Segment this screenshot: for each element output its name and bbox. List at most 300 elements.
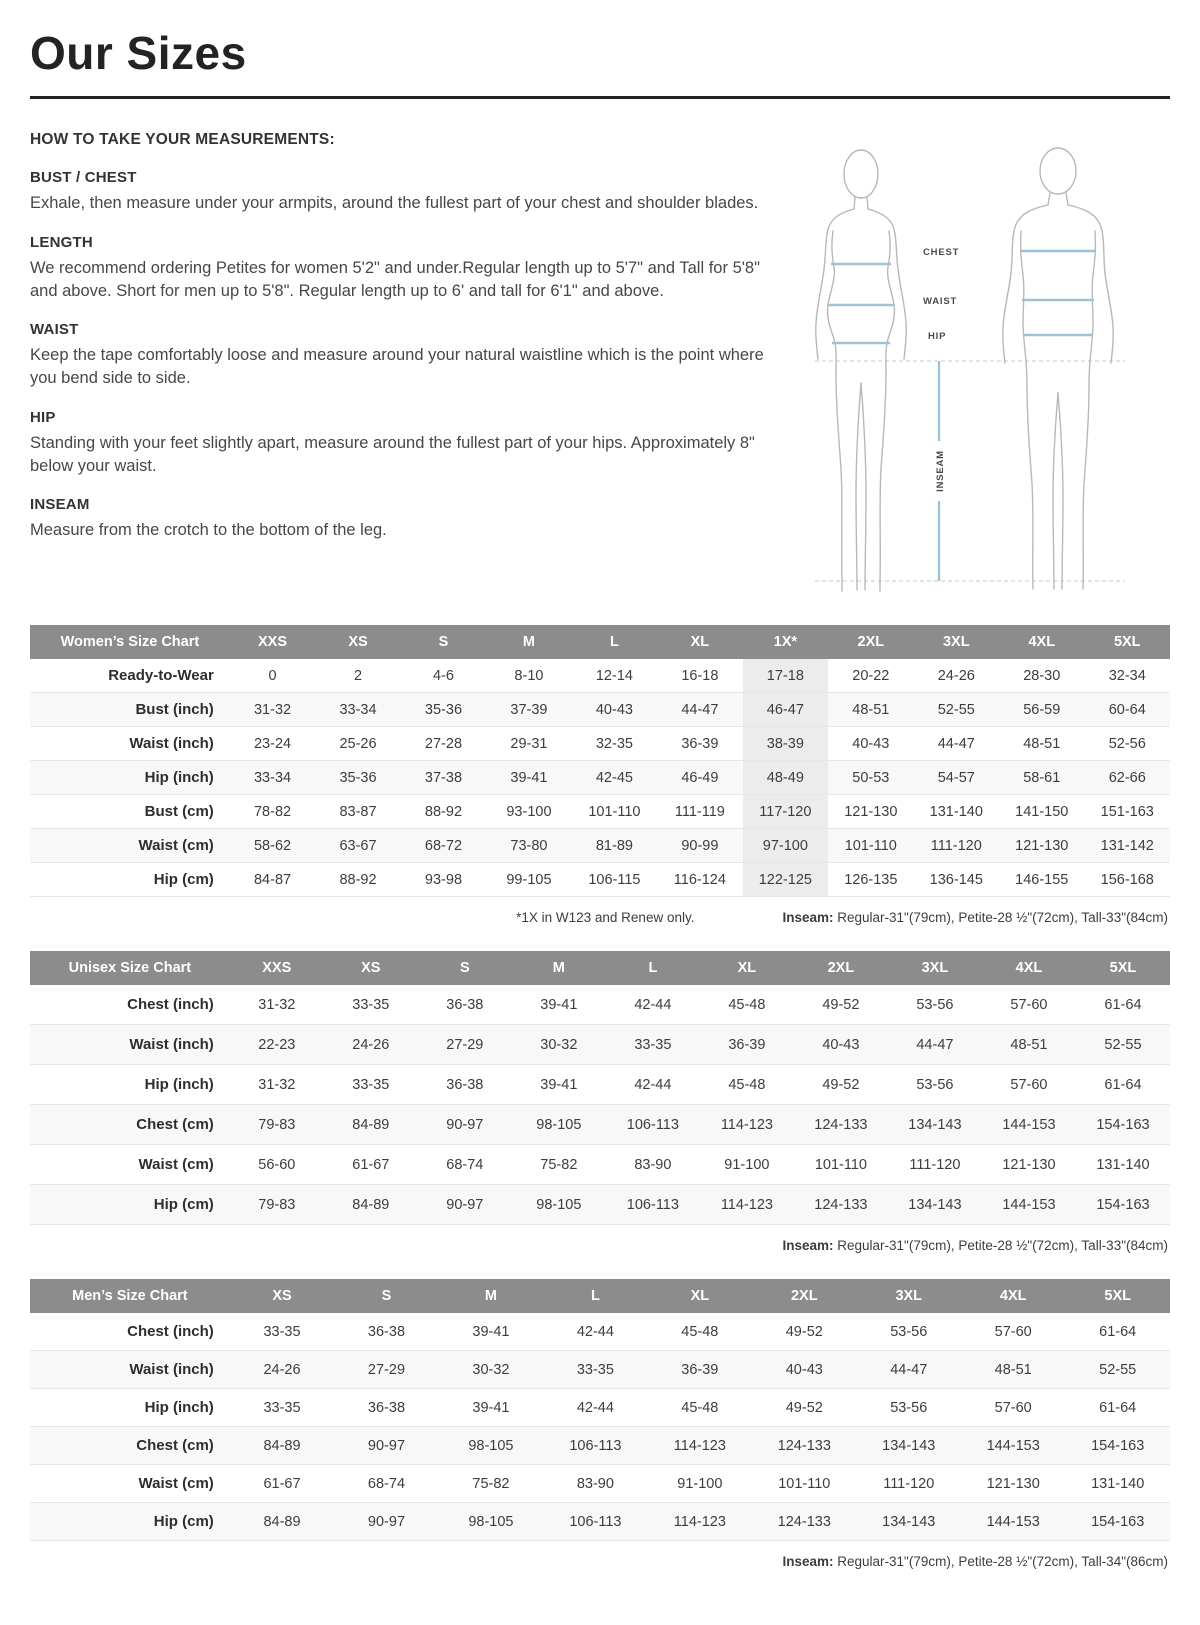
inseam-text: Regular-31"(79cm), Petite-28 ½"(72cm), Tall-34"(86cm)	[833, 1554, 1168, 1569]
size-cell: 98-105	[439, 1503, 543, 1541]
size-cell: 61-64	[1076, 985, 1170, 1025]
hip-label: HIP	[927, 331, 946, 342]
size-cell: 40-43	[794, 1025, 888, 1065]
size-cell: 93-98	[401, 863, 486, 897]
figure-area	[765, 127, 1170, 599]
size-cell: 68-74	[418, 1145, 512, 1185]
size-cell: 39-41	[486, 761, 571, 795]
size-cell: 88-92	[401, 795, 486, 829]
size-cell: 131-140	[1065, 1465, 1170, 1503]
size-cell: 33-34	[230, 761, 315, 795]
row-label: Hip (cm)	[30, 1503, 230, 1541]
unisex-size-chart-section	[30, 951, 1170, 1253]
size-cell: 136-145	[914, 863, 999, 897]
size-cell: 49-52	[794, 1065, 888, 1105]
row-label: Hip (inch)	[30, 1065, 230, 1105]
measurement-section-length	[30, 234, 765, 303]
column-header: 2XL	[828, 625, 913, 659]
size-cell: 106-113	[606, 1185, 700, 1225]
size-cell: 52-56	[1084, 727, 1170, 761]
size-cell: 24-26	[230, 1351, 334, 1389]
female-figure-outline	[815, 150, 906, 591]
column-header: XXS	[230, 625, 315, 659]
footnote-inseam	[782, 1238, 1168, 1253]
size-cell: 68-72	[401, 829, 486, 863]
size-cell: 44-47	[914, 727, 999, 761]
size-cell: 61-64	[1076, 1065, 1170, 1105]
table-row	[30, 1503, 1170, 1541]
size-cell: 46-47	[743, 693, 828, 727]
size-cell: 45-48	[648, 1389, 752, 1427]
size-cell: 101-110	[752, 1465, 856, 1503]
column-header: 4XL	[982, 951, 1076, 985]
size-cell: 44-47	[857, 1351, 961, 1389]
women-table-footnotes	[30, 910, 1168, 925]
table-row	[30, 795, 1170, 829]
size-cell: 134-143	[888, 1105, 982, 1145]
size-cell: 146-155	[999, 863, 1084, 897]
column-header: 5XL	[1084, 625, 1170, 659]
section-body: Measure from the crotch to the bottom of the leg.	[30, 521, 387, 540]
size-cell: 17-18	[743, 659, 828, 693]
column-header: M	[439, 1279, 543, 1313]
size-cell: 35-36	[315, 761, 400, 795]
inseam-label: Inseam:	[782, 1238, 834, 1253]
size-cell: 121-130	[828, 795, 913, 829]
size-cell: 134-143	[888, 1185, 982, 1225]
size-cell: 131-142	[1084, 829, 1170, 863]
size-cell: 91-100	[648, 1465, 752, 1503]
size-cell: 114-123	[700, 1185, 794, 1225]
size-cell: 33-34	[315, 693, 400, 727]
row-label: Bust (cm)	[30, 795, 230, 829]
size-cell: 61-67	[230, 1465, 334, 1503]
inseam-label: Inseam:	[782, 910, 834, 925]
size-cell: 99-105	[486, 863, 571, 897]
size-cell: 106-113	[543, 1503, 647, 1541]
column-header: L	[543, 1279, 647, 1313]
size-cell: 91-100	[700, 1145, 794, 1185]
size-cell: 78-82	[230, 795, 315, 829]
section-title: BUST / CHEST	[30, 169, 137, 186]
size-cell: 36-38	[418, 1065, 512, 1105]
size-cell: 90-97	[418, 1185, 512, 1225]
size-cell: 134-143	[857, 1503, 961, 1541]
size-cell: 121-130	[961, 1465, 1065, 1503]
size-cell: 35-36	[401, 693, 486, 727]
size-cell: 101-110	[794, 1145, 888, 1185]
column-header: M	[486, 625, 571, 659]
measurement-section-bust	[30, 169, 765, 215]
column-header: 3XL	[888, 951, 982, 985]
size-cell: 83-90	[606, 1145, 700, 1185]
size-cell: 27-28	[401, 727, 486, 761]
size-cell: 48-51	[961, 1351, 1065, 1389]
size-cell: 48-51	[999, 727, 1084, 761]
size-cell: 98-105	[512, 1105, 606, 1145]
size-cell: 111-120	[914, 829, 999, 863]
column-header: S	[401, 625, 486, 659]
table-row	[30, 1145, 1170, 1185]
size-cell: 101-110	[828, 829, 913, 863]
column-header: 1X*	[743, 625, 828, 659]
row-label: Hip (inch)	[30, 1389, 230, 1427]
size-cell: 27-29	[334, 1351, 438, 1389]
size-cell: 84-89	[324, 1105, 418, 1145]
size-cell: 156-168	[1084, 863, 1170, 897]
size-cell: 42-44	[606, 985, 700, 1025]
size-cell: 134-143	[857, 1427, 961, 1465]
size-cell: 44-47	[657, 693, 742, 727]
table-row	[30, 1389, 1170, 1427]
column-header: L	[606, 951, 700, 985]
size-cell: 144-153	[961, 1503, 1065, 1541]
women-size-chart-table	[30, 625, 1170, 897]
size-cell: 106-113	[543, 1427, 647, 1465]
size-cell: 97-100	[743, 829, 828, 863]
column-header: S	[334, 1279, 438, 1313]
size-cell: 49-52	[752, 1389, 856, 1427]
table-row	[30, 693, 1170, 727]
row-label: Waist (cm)	[30, 1465, 230, 1503]
size-cell: 121-130	[999, 829, 1084, 863]
size-cell: 40-43	[828, 727, 913, 761]
male-figure-outline	[1002, 148, 1113, 589]
size-cell: 90-99	[657, 829, 742, 863]
size-cell: 33-35	[606, 1025, 700, 1065]
column-header: XL	[648, 1279, 752, 1313]
size-cell: 93-100	[486, 795, 571, 829]
size-cell: 46-49	[657, 761, 742, 795]
size-cell: 121-130	[982, 1145, 1076, 1185]
size-cell: 57-60	[961, 1313, 1065, 1351]
column-header: 3XL	[857, 1279, 961, 1313]
size-cell: 98-105	[439, 1427, 543, 1465]
size-cell: 111-120	[857, 1465, 961, 1503]
size-cell: 124-133	[794, 1105, 888, 1145]
row-label: Chest (cm)	[30, 1427, 230, 1465]
size-charts	[30, 625, 1170, 1569]
table-row	[30, 659, 1170, 693]
size-cell: 33-35	[230, 1313, 334, 1351]
size-cell: 36-38	[334, 1389, 438, 1427]
size-cell: 36-39	[700, 1025, 794, 1065]
size-cell: 33-35	[543, 1351, 647, 1389]
size-cell: 61-64	[1065, 1389, 1170, 1427]
size-cell: 124-133	[794, 1185, 888, 1225]
size-cell: 57-60	[982, 985, 1076, 1025]
size-cell: 62-66	[1084, 761, 1170, 795]
size-cell: 131-140	[1076, 1145, 1170, 1185]
table-row	[30, 1065, 1170, 1105]
table-row	[30, 1427, 1170, 1465]
size-cell: 39-41	[439, 1313, 543, 1351]
column-header: 4XL	[999, 625, 1084, 659]
size-cell: 114-123	[700, 1105, 794, 1145]
row-label: Chest (inch)	[30, 1313, 230, 1351]
intro-section	[30, 127, 1170, 599]
table-row	[30, 1105, 1170, 1145]
size-cell: 52-55	[1076, 1025, 1170, 1065]
row-label: Chest (inch)	[30, 985, 230, 1025]
row-label: Waist (inch)	[30, 727, 230, 761]
size-cell: 45-48	[700, 1065, 794, 1105]
column-header: 2XL	[794, 951, 888, 985]
size-cell: 49-52	[794, 985, 888, 1025]
size-cell: 24-26	[914, 659, 999, 693]
size-cell: 20-22	[828, 659, 913, 693]
size-cell: 36-39	[648, 1351, 752, 1389]
size-cell: 57-60	[961, 1389, 1065, 1427]
column-header: XL	[700, 951, 794, 985]
men-size-chart-section	[30, 1279, 1170, 1569]
column-header: 3XL	[914, 625, 999, 659]
row-label: Waist (cm)	[30, 829, 230, 863]
table-row	[30, 761, 1170, 795]
size-cell: 42-44	[543, 1389, 647, 1427]
size-cell: 58-61	[999, 761, 1084, 795]
size-cell: 30-32	[512, 1025, 606, 1065]
size-cell: 29-31	[486, 727, 571, 761]
column-header: 5XL	[1065, 1279, 1170, 1313]
row-label: Ready-to-Wear	[30, 659, 230, 693]
size-cell: 22-23	[230, 1025, 324, 1065]
row-label: Chest (cm)	[30, 1105, 230, 1145]
women-size-chart-section	[30, 625, 1170, 925]
size-cell: 56-60	[230, 1145, 324, 1185]
size-cell: 61-67	[324, 1145, 418, 1185]
size-cell: 111-119	[657, 795, 742, 829]
section-body: Keep the tape comfortably loose and measure around your natural waistline which is the point where you bend side to side.	[30, 346, 764, 388]
size-cell: 57-60	[982, 1065, 1076, 1105]
inseam-text: Regular-31"(79cm), Petite-28 ½"(72cm), Tall-33"(84cm)	[833, 910, 1168, 925]
size-cell: 90-97	[418, 1105, 512, 1145]
size-cell: 36-39	[657, 727, 742, 761]
instructions-heading: HOW TO TAKE YOUR MEASUREMENTS:	[30, 131, 335, 148]
size-cell: 116-124	[657, 863, 742, 897]
size-cell: 84-87	[230, 863, 315, 897]
size-cell: 23-24	[230, 727, 315, 761]
size-cell: 31-32	[230, 985, 324, 1025]
row-label: Waist (cm)	[30, 1145, 230, 1185]
footnote-inseam	[782, 910, 1168, 925]
section-title: INSEAM	[30, 496, 90, 514]
size-cell: 39-41	[439, 1389, 543, 1427]
size-cell: 44-47	[888, 1025, 982, 1065]
size-cell: 68-74	[334, 1465, 438, 1503]
column-header: XS	[230, 1279, 334, 1313]
table-row	[30, 1185, 1170, 1225]
section-body: Standing with your feet slightly apart, measure around the fullest part of your hips. Approximately 8" below your waist.	[30, 433, 755, 475]
size-cell: 117-120	[743, 795, 828, 829]
size-cell: 144-153	[982, 1105, 1076, 1145]
section-body: Exhale, then measure under your armpits, around the fullest part of your chest and shoulder blades.	[30, 194, 759, 212]
size-cell: 39-41	[512, 985, 606, 1025]
size-cell: 154-163	[1065, 1427, 1170, 1465]
footnote-1x-note: *1X in W123 and Renew only.	[516, 910, 695, 925]
section-title: WAIST	[30, 321, 79, 339]
size-cell: 106-115	[572, 863, 657, 897]
size-cell: 53-56	[857, 1313, 961, 1351]
men-table-footnotes	[30, 1554, 1168, 1569]
unisex-size-chart-table	[30, 951, 1170, 1225]
size-cell: 32-35	[572, 727, 657, 761]
column-header: XXS	[230, 951, 324, 985]
size-cell: 49-52	[752, 1313, 856, 1351]
size-cell: 111-120	[888, 1145, 982, 1185]
size-cell: 42-44	[606, 1065, 700, 1105]
size-cell: 144-153	[982, 1185, 1076, 1225]
row-label: Waist (inch)	[30, 1025, 230, 1065]
size-cell: 31-32	[230, 1065, 324, 1105]
column-header: L	[572, 625, 657, 659]
size-cell: 90-97	[334, 1503, 438, 1541]
size-cell: 106-113	[606, 1105, 700, 1145]
size-cell: 27-29	[418, 1025, 512, 1065]
size-cell: 151-163	[1084, 795, 1170, 829]
size-cell: 4-6	[401, 659, 486, 693]
size-cell: 90-97	[334, 1427, 438, 1465]
row-label: Hip (cm)	[30, 863, 230, 897]
column-header: XL	[657, 625, 742, 659]
size-cell: 42-45	[572, 761, 657, 795]
row-label: Hip (inch)	[30, 761, 230, 795]
size-cell: 40-43	[752, 1351, 856, 1389]
size-cell: 28-30	[999, 659, 1084, 693]
table-row	[30, 1351, 1170, 1389]
size-cell: 38-39	[743, 727, 828, 761]
size-cell: 84-89	[324, 1185, 418, 1225]
size-cell: 60-64	[1084, 693, 1170, 727]
size-cell: 154-163	[1076, 1185, 1170, 1225]
size-cell: 12-14	[572, 659, 657, 693]
male-measurement-lines	[1020, 251, 1096, 335]
table-row	[30, 1465, 1170, 1503]
size-cell: 2	[315, 659, 400, 693]
unisex-table-footnotes	[30, 1238, 1168, 1253]
female-measurement-lines	[828, 264, 894, 343]
measurement-section-hip	[30, 409, 765, 478]
size-cell: 30-32	[439, 1351, 543, 1389]
size-cell: 33-35	[324, 1065, 418, 1105]
size-cell: 53-56	[888, 985, 982, 1025]
size-cell: 45-48	[700, 985, 794, 1025]
size-cell: 52-55	[1065, 1351, 1170, 1389]
column-header: 2XL	[752, 1279, 856, 1313]
page-title: Our Sizes	[30, 27, 247, 79]
inseam-label: INSEAM	[934, 450, 946, 492]
men-size-chart-table	[30, 1279, 1170, 1541]
size-cell: 36-38	[418, 985, 512, 1025]
table-row	[30, 1025, 1170, 1065]
table-row	[30, 829, 1170, 863]
table-title: Men’s Size Chart	[30, 1279, 230, 1313]
size-cell: 73-80	[486, 829, 571, 863]
size-cell: 54-57	[914, 761, 999, 795]
size-cell: 122-125	[743, 863, 828, 897]
size-cell: 63-67	[315, 829, 400, 863]
size-cell: 50-53	[828, 761, 913, 795]
size-cell: 101-110	[572, 795, 657, 829]
size-cell: 75-82	[512, 1145, 606, 1185]
size-cell: 48-51	[828, 693, 913, 727]
table-row	[30, 1313, 1170, 1351]
measurement-section-inseam	[30, 496, 765, 542]
body-measurement-diagram	[773, 129, 1163, 599]
size-cell: 79-83	[230, 1185, 324, 1225]
size-cell: 40-43	[572, 693, 657, 727]
measurement-section-waist	[30, 321, 765, 390]
size-cell: 53-56	[888, 1065, 982, 1105]
size-cell: 124-133	[752, 1427, 856, 1465]
row-label: Waist (inch)	[30, 1351, 230, 1389]
table-title: Unisex Size Chart	[30, 951, 230, 985]
table-title: Women’s Size Chart	[30, 625, 230, 659]
size-cell: 79-83	[230, 1105, 324, 1145]
size-cell: 61-64	[1065, 1313, 1170, 1351]
size-cell: 58-62	[230, 829, 315, 863]
column-header: XS	[324, 951, 418, 985]
table-row	[30, 985, 1170, 1025]
column-header: M	[512, 951, 606, 985]
size-cell: 124-133	[752, 1503, 856, 1541]
size-cell: 45-48	[648, 1313, 752, 1351]
size-cell: 36-38	[334, 1313, 438, 1351]
row-label: Bust (inch)	[30, 693, 230, 727]
size-cell: 81-89	[572, 829, 657, 863]
size-cell: 84-89	[230, 1427, 334, 1465]
title-divider	[30, 96, 1170, 99]
size-cell: 83-90	[543, 1465, 647, 1503]
size-cell: 8-10	[486, 659, 571, 693]
size-cell: 48-51	[982, 1025, 1076, 1065]
inseam-text: Regular-31"(79cm), Petite-28 ½"(72cm), Tall-33"(84cm)	[833, 1238, 1168, 1253]
waist-label: WAIST	[922, 296, 957, 307]
size-cell: 33-35	[324, 985, 418, 1025]
measurement-instructions	[30, 127, 765, 561]
size-cell: 83-87	[315, 795, 400, 829]
size-cell: 141-150	[999, 795, 1084, 829]
size-cell: 16-18	[657, 659, 742, 693]
size-cell: 32-34	[1084, 659, 1170, 693]
size-cell: 154-163	[1076, 1105, 1170, 1145]
size-cell: 98-105	[512, 1185, 606, 1225]
size-cell: 75-82	[439, 1465, 543, 1503]
size-cell: 144-153	[961, 1427, 1065, 1465]
size-cell: 33-35	[230, 1389, 334, 1427]
size-cell: 56-59	[999, 693, 1084, 727]
table-row	[30, 727, 1170, 761]
size-cell: 53-56	[857, 1389, 961, 1427]
size-cell: 88-92	[315, 863, 400, 897]
row-label: Hip (cm)	[30, 1185, 230, 1225]
footnote-inseam	[782, 1554, 1168, 1569]
size-cell: 0	[230, 659, 315, 693]
section-title: HIP	[30, 408, 56, 426]
column-header: S	[418, 951, 512, 985]
size-cell: 84-89	[230, 1503, 334, 1541]
column-header: 4XL	[961, 1279, 1065, 1313]
section-body: We recommend ordering Petites for women 5'2" and under.Regular length up to 5'7" and Tall for 5'8" and above. Short for men up to 5'8". Regular length up to 6' and tall for 6'1" and above.	[30, 258, 760, 300]
size-cell: 37-39	[486, 693, 571, 727]
section-title: LENGTH	[30, 233, 93, 251]
size-cell: 24-26	[324, 1025, 418, 1065]
table-row	[30, 863, 1170, 897]
column-header: 5XL	[1076, 951, 1170, 985]
size-cell: 48-49	[743, 761, 828, 795]
size-cell: 154-163	[1065, 1503, 1170, 1541]
column-header: XS	[315, 625, 400, 659]
